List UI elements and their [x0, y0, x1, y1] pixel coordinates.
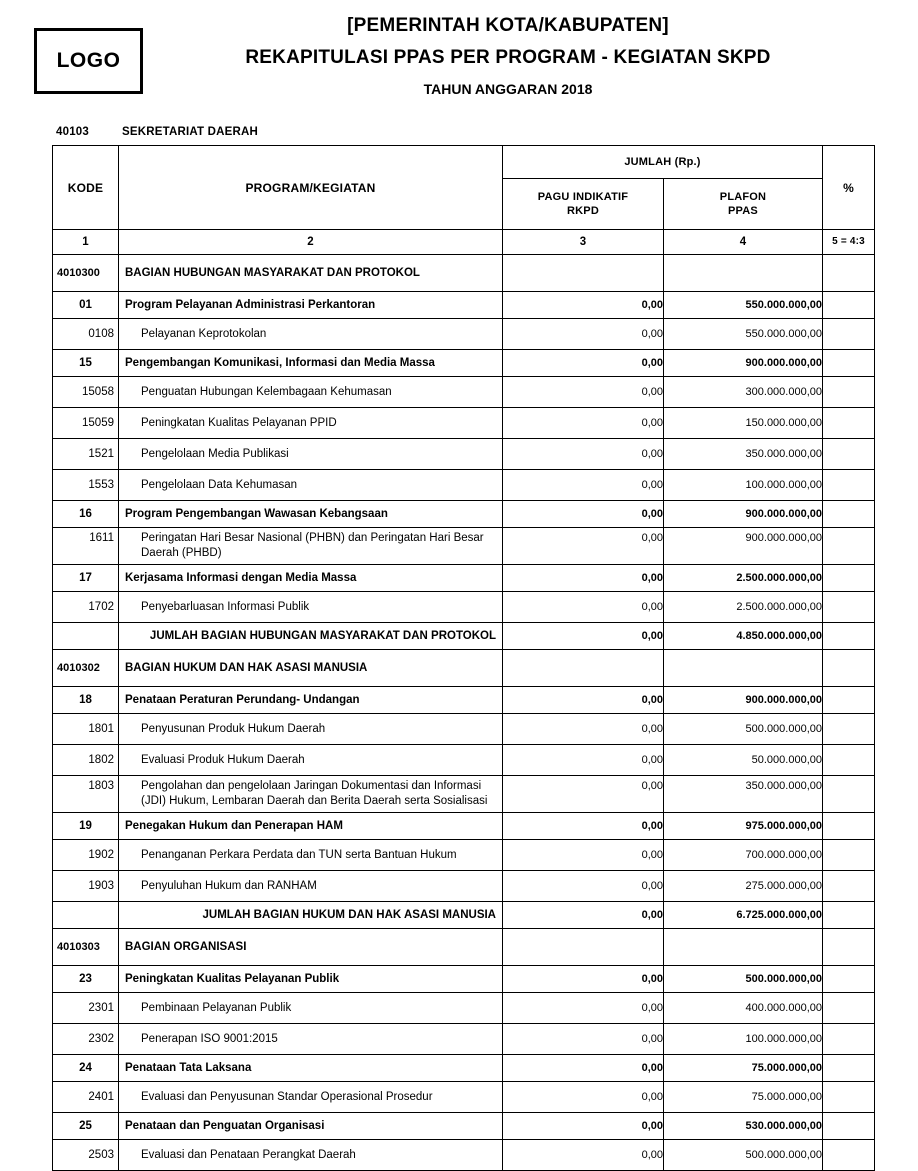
cell-plafon-ppas: 2.500.000.000,00 — [664, 565, 823, 592]
column-header-plafon — [664, 179, 823, 230]
cell-pagu-indikatif-rkpd: 0,00 — [503, 966, 664, 993]
cell-percent — [823, 840, 875, 871]
cell-plafon-ppas: 900.000.000,00 — [664, 528, 823, 565]
column-header-percent: % — [823, 146, 875, 230]
cell-pagu-indikatif-rkpd: 0,00 — [503, 993, 664, 1024]
cell-plafon-ppas: 500.000.000,00 — [664, 1140, 823, 1171]
table-row — [53, 902, 875, 929]
cell-pagu-indikatif-rkpd: 0,00 — [503, 1055, 664, 1082]
cell-plafon-ppas: 975.000.000,00 — [664, 813, 823, 840]
logo-placeholder — [34, 28, 143, 94]
cell-program-name: Program Pengembangan Wawasan Kebangsaan — [119, 501, 503, 528]
cell-pagu-indikatif-rkpd: 0,00 — [503, 813, 664, 840]
cell-plafon-ppas: 500.000.000,00 — [664, 966, 823, 993]
cell-percent — [823, 902, 875, 929]
cell-pagu-indikatif-rkpd: 0,00 — [503, 840, 664, 871]
cell-program-name: Kerjasama Informasi dengan Media Massa — [119, 565, 503, 592]
cell-kode: 1803 — [53, 776, 119, 813]
cell-kode: 1801 — [53, 714, 119, 745]
table-row — [53, 1082, 875, 1113]
cell-kode: 17 — [53, 565, 119, 592]
column-header-pagu — [503, 179, 664, 230]
cell-percent — [823, 377, 875, 408]
cell-percent — [823, 1082, 875, 1113]
cell-plafon-ppas — [664, 929, 823, 966]
cell-kode: 15059 — [53, 408, 119, 439]
column-number-program: 2 — [119, 230, 503, 255]
column-header-plafon-line2: PPAS — [728, 205, 758, 217]
cell-plafon-ppas: 350.000.000,00 — [664, 439, 823, 470]
title-fiscal-year: TAHUN ANGGARAN 2018 — [423, 81, 593, 97]
cell-plafon-ppas: 500.000.000,00 — [664, 714, 823, 745]
cell-pagu-indikatif-rkpd: 0,00 — [503, 714, 664, 745]
table-row — [53, 377, 875, 408]
cell-pagu-indikatif-rkpd: 0,00 — [503, 470, 664, 501]
cell-pagu-indikatif-rkpd: 0,00 — [503, 439, 664, 470]
cell-pagu-indikatif-rkpd: 0,00 — [503, 745, 664, 776]
cell-kode: 23 — [53, 966, 119, 993]
cell-plafon-ppas: 75.000.000,00 — [664, 1055, 823, 1082]
cell-plafon-ppas: 2.500.000.000,00 — [664, 592, 823, 623]
table-row — [53, 408, 875, 439]
cell-kode: 15 — [53, 350, 119, 377]
cell-kode: 2401 — [53, 1082, 119, 1113]
cell-kode: 19 — [53, 813, 119, 840]
cell-percent — [823, 592, 875, 623]
cell-program-name: Penyebarluasan Informasi Publik — [119, 592, 503, 623]
table-row — [53, 565, 875, 592]
table-row — [53, 1140, 875, 1171]
cell-plafon-ppas: 300.000.000,00 — [664, 377, 823, 408]
table-row — [53, 319, 875, 350]
cell-pagu-indikatif-rkpd: 0,00 — [503, 1082, 664, 1113]
table-row — [53, 966, 875, 993]
table-row — [53, 745, 875, 776]
title-block — [143, 14, 873, 98]
table-row — [53, 592, 875, 623]
cell-percent — [823, 776, 875, 813]
cell-percent — [823, 1055, 875, 1082]
cell-program-name: Penataan Tata Laksana — [119, 1055, 503, 1082]
cell-plafon-ppas: 400.000.000,00 — [664, 993, 823, 1024]
cell-kode: 1902 — [53, 840, 119, 871]
table-row — [53, 687, 875, 714]
cell-pagu-indikatif-rkpd: 0,00 — [503, 501, 664, 528]
cell-kode: 4010300 — [53, 255, 119, 292]
table-row — [53, 871, 875, 902]
cell-percent — [823, 350, 875, 377]
cell-kode: 2302 — [53, 1024, 119, 1055]
cell-kode — [53, 623, 119, 650]
cell-kode: 4010302 — [53, 650, 119, 687]
cell-pagu-indikatif-rkpd: 0,00 — [503, 350, 664, 377]
recap-table — [52, 145, 875, 1171]
cell-kode: 01 — [53, 292, 119, 319]
cell-plafon-ppas: 50.000.000,00 — [664, 745, 823, 776]
logo-label: LOGO — [56, 49, 121, 72]
column-number-pagu: 3 — [503, 230, 664, 255]
cell-plafon-ppas: 275.000.000,00 — [664, 871, 823, 902]
column-header-kode: KODE — [53, 146, 119, 230]
cell-percent — [823, 565, 875, 592]
skpd-heading — [56, 126, 258, 138]
cell-pagu-indikatif-rkpd: 0,00 — [503, 377, 664, 408]
recap-table-wrapper — [52, 145, 874, 1171]
table-row — [53, 1113, 875, 1140]
cell-plafon-ppas: 100.000.000,00 — [664, 1024, 823, 1055]
cell-program-name: Penyuluhan Hukum dan RANHAM — [119, 871, 503, 902]
cell-kode: 18 — [53, 687, 119, 714]
cell-plafon-ppas — [664, 255, 823, 292]
cell-pagu-indikatif-rkpd: 0,00 — [503, 565, 664, 592]
table-row — [53, 470, 875, 501]
cell-plafon-ppas: 6.725.000.000,00 — [664, 902, 823, 929]
cell-percent — [823, 292, 875, 319]
cell-program-name: Evaluasi dan Penyusunan Standar Operasional Prosedur — [119, 1082, 503, 1113]
document-header — [0, 0, 918, 118]
cell-percent — [823, 871, 875, 902]
cell-pagu-indikatif-rkpd: 0,00 — [503, 902, 664, 929]
skpd-code: 40103 — [56, 126, 89, 138]
table-row — [53, 292, 875, 319]
cell-percent — [823, 714, 875, 745]
skpd-name: SEKRETARIAT DAERAH — [122, 126, 259, 138]
cell-plafon-ppas: 100.000.000,00 — [664, 470, 823, 501]
cell-percent — [823, 408, 875, 439]
cell-kode: 1521 — [53, 439, 119, 470]
table-row — [53, 501, 875, 528]
cell-percent — [823, 745, 875, 776]
cell-pagu-indikatif-rkpd: 0,00 — [503, 1024, 664, 1055]
cell-plafon-ppas: 550.000.000,00 — [664, 292, 823, 319]
table-row — [53, 623, 875, 650]
cell-percent — [823, 255, 875, 292]
cell-percent — [823, 929, 875, 966]
table-row — [53, 813, 875, 840]
cell-program-name: Penyusunan Produk Hukum Daerah — [119, 714, 503, 745]
cell-pagu-indikatif-rkpd — [503, 929, 664, 966]
column-number-plafon: 4 — [664, 230, 823, 255]
cell-program-name: BAGIAN HUBUNGAN MASYARAKAT DAN PROTOKOL — [119, 255, 503, 292]
table-row — [53, 650, 875, 687]
cell-program-name: Pengelolaan Data Kehumasan — [119, 470, 503, 501]
cell-program-name: Evaluasi dan Penataan Perangkat Daerah — [119, 1140, 503, 1171]
cell-percent — [823, 687, 875, 714]
cell-pagu-indikatif-rkpd: 0,00 — [503, 687, 664, 714]
cell-kode: 15058 — [53, 377, 119, 408]
cell-kode: 2301 — [53, 993, 119, 1024]
cell-percent — [823, 470, 875, 501]
cell-plafon-ppas: 350.000.000,00 — [664, 776, 823, 813]
cell-pagu-indikatif-rkpd: 0,00 — [503, 623, 664, 650]
cell-program-name: Pembinaan Pelayanan Publik — [119, 993, 503, 1024]
cell-program-name: Penegakan Hukum dan Penerapan HAM — [119, 813, 503, 840]
cell-pagu-indikatif-rkpd: 0,00 — [503, 319, 664, 350]
column-header-jumlah-group: JUMLAH (Rp.) — [503, 146, 823, 179]
cell-percent — [823, 813, 875, 840]
column-header-pagu-line2: RKPD — [567, 205, 599, 217]
cell-kode: 2503 — [53, 1140, 119, 1171]
title-government: [PEMERINTAH KOTA/KABUPATEN] — [347, 15, 669, 36]
cell-percent — [823, 623, 875, 650]
cell-program-name: Pengelolaan Media Publikasi — [119, 439, 503, 470]
cell-percent — [823, 650, 875, 687]
cell-program-name: Program Pelayanan Administrasi Perkantoran — [119, 292, 503, 319]
cell-program-name: Penguatan Hubungan Kelembagaan Kehumasan — [119, 377, 503, 408]
table-row — [53, 1024, 875, 1055]
table-row — [53, 439, 875, 470]
cell-program-name: JUMLAH BAGIAN HUKUM DAN HAK ASASI MANUSIA — [119, 902, 503, 929]
cell-plafon-ppas — [664, 650, 823, 687]
cell-plafon-ppas: 75.000.000,00 — [664, 1082, 823, 1113]
cell-program-name: Evaluasi Produk Hukum Daerah — [119, 745, 503, 776]
cell-kode: 1611 — [53, 528, 119, 565]
cell-plafon-ppas: 900.000.000,00 — [664, 350, 823, 377]
cell-percent — [823, 501, 875, 528]
cell-pagu-indikatif-rkpd: 0,00 — [503, 408, 664, 439]
column-number-percent: 5 = 4:3 — [823, 230, 875, 255]
cell-program-name: Peningkatan Kualitas Pelayanan Publik — [119, 966, 503, 993]
cell-percent — [823, 1140, 875, 1171]
cell-kode: 24 — [53, 1055, 119, 1082]
cell-kode: 1802 — [53, 745, 119, 776]
cell-kode: 16 — [53, 501, 119, 528]
cell-percent — [823, 528, 875, 565]
cell-program-name: Peringatan Hari Besar Nasional (PHBN) dan Peringatan Hari Besar Daerah (PHBD) — [119, 528, 503, 565]
table-row — [53, 1055, 875, 1082]
title-report: REKAPITULASI PPAS PER PROGRAM - KEGIATAN SKPD — [245, 47, 771, 68]
table-row — [53, 840, 875, 871]
table-head — [53, 146, 875, 255]
table-row — [53, 993, 875, 1024]
cell-pagu-indikatif-rkpd: 0,00 — [503, 292, 664, 319]
column-number-kode: 1 — [53, 230, 119, 255]
cell-percent — [823, 993, 875, 1024]
table-row — [53, 528, 875, 565]
cell-plafon-ppas: 900.000.000,00 — [664, 687, 823, 714]
cell-program-name: Penataan Peraturan Perundang- Undangan — [119, 687, 503, 714]
table-row — [53, 776, 875, 813]
cell-pagu-indikatif-rkpd: 0,00 — [503, 1140, 664, 1171]
cell-pagu-indikatif-rkpd: 0,00 — [503, 528, 664, 565]
cell-pagu-indikatif-rkpd: 0,00 — [503, 592, 664, 623]
cell-percent — [823, 1113, 875, 1140]
cell-percent — [823, 439, 875, 470]
cell-plafon-ppas: 150.000.000,00 — [664, 408, 823, 439]
cell-kode: 0108 — [53, 319, 119, 350]
cell-plafon-ppas: 550.000.000,00 — [664, 319, 823, 350]
cell-pagu-indikatif-rkpd: 0,00 — [503, 1113, 664, 1140]
cell-plafon-ppas: 700.000.000,00 — [664, 840, 823, 871]
cell-kode: 4010303 — [53, 929, 119, 966]
cell-program-name: Penataan dan Penguatan Organisasi — [119, 1113, 503, 1140]
cell-kode: 1553 — [53, 470, 119, 501]
cell-pagu-indikatif-rkpd — [503, 255, 664, 292]
cell-program-name: JUMLAH BAGIAN HUBUNGAN MASYARAKAT DAN PROTOKOL — [119, 623, 503, 650]
cell-plafon-ppas: 530.000.000,00 — [664, 1113, 823, 1140]
cell-program-name: BAGIAN HUKUM DAN HAK ASASI MANUSIA — [119, 650, 503, 687]
cell-pagu-indikatif-rkpd — [503, 650, 664, 687]
cell-pagu-indikatif-rkpd: 0,00 — [503, 871, 664, 902]
table-row — [53, 929, 875, 966]
cell-program-name: Peningkatan Kualitas Pelayanan PPID — [119, 408, 503, 439]
cell-program-name: Pengembangan Komunikasi, Informasi dan Media Massa — [119, 350, 503, 377]
cell-pagu-indikatif-rkpd: 0,00 — [503, 776, 664, 813]
cell-kode: 25 — [53, 1113, 119, 1140]
cell-kode: 1702 — [53, 592, 119, 623]
cell-program-name: Penerapan ISO 9001:2015 — [119, 1024, 503, 1055]
table-row — [53, 714, 875, 745]
table-row — [53, 255, 875, 292]
cell-plafon-ppas: 900.000.000,00 — [664, 501, 823, 528]
column-header-plafon-line1: PLAFON — [719, 191, 767, 203]
cell-program-name: BAGIAN ORGANISASI — [119, 929, 503, 966]
cell-program-name: Penanganan Perkara Perdata dan TUN serta Bantuan Hukum — [119, 840, 503, 871]
cell-kode: 1903 — [53, 871, 119, 902]
table-row — [53, 350, 875, 377]
column-header-program: PROGRAM/KEGIATAN — [119, 146, 503, 230]
cell-program-name: Pengolahan dan pengelolaan Jaringan Dokumentasi dan Informasi (JDI) Hukum, Lembaran Daerah dan Berita Daerah serta Sosialisasi — [119, 776, 503, 813]
cell-plafon-ppas: 4.850.000.000,00 — [664, 623, 823, 650]
cell-percent — [823, 319, 875, 350]
table-body — [53, 255, 875, 1171]
cell-kode — [53, 902, 119, 929]
cell-program-name: Pelayanan Keprotokolan — [119, 319, 503, 350]
cell-percent — [823, 966, 875, 993]
column-header-pagu-line1: PAGU INDIKATIF — [537, 191, 629, 203]
cell-percent — [823, 1024, 875, 1055]
